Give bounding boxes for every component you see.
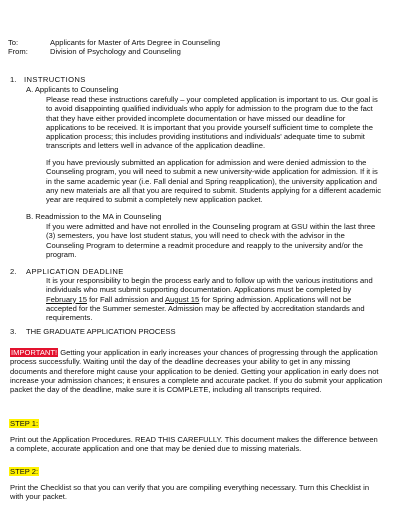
section-1b-title: B. Readmission to the MA in Counseling — [26, 212, 162, 221]
memo-from-label: From: — [8, 47, 28, 57]
important-text: Getting your application in early increases your chances of progressing through the application process successfully. Waiting until the day of the deadline decreases your ability to get in any missing documents and therefore might cause your application to be denied. Getting your application in early does not increase your admission chances; it ensures a complete and accurate packet. If you do submit your application packet the day of the deadline, make sure it is COMPLETE, including all transcripts required. — [10, 348, 383, 395]
important-label: IMPORTANT! — [11, 348, 58, 357]
step-1-text: Print out the Application Procedures. READ THIS CAREFULLY. This document makes the difference between a complete, accurate application and one that may be denied due to missing materials. — [10, 435, 378, 454]
section-1a-paragraph-2: If you have previously submitted an application for admission and were denied admission to the Counseling program, you will need to submit a new university-wide application for admission. If it is in the same academic year (i.e. Fall denial and Spring reapplication), the university application and any new materials are all that you are required to submit. Students applying for a different academic year are required to submit a completely new application packet. — [46, 158, 382, 205]
section-1-number: 1. — [10, 75, 17, 84]
deadline-text-start: It is your responsibility to begin the process early and to follow up with the various institutions and individuals who must submit supporting documentation. Applications must be completed by — [46, 276, 373, 295]
memo-to-value: Applicants for Master of Arts Degree in Counseling — [50, 38, 221, 47]
section-1-title: INSTRUCTIONS — [24, 75, 86, 84]
deadline-text-end: for Spring admission. Applications will not be accepted for the Summer semester. Admission may be affected by accreditation standards and requirements. — [46, 294, 365, 323]
section-2-number: 2. — [10, 267, 17, 276]
step-1-label: STEP 1: — [10, 419, 39, 428]
memo-from-row — [8, 47, 220, 56]
section-1a-paragraph-1: Please read these instructions carefully – your completed application is important to us. Our goal is to avoid disappointing qualified individuals who apply for admission to the program due to the fact that they have either provided incomplete documentation or have missed our deadline for applications to be received. It is important that you provide yourself sufficient time to complete the application process; this includes providing institutions and individuals' adequate time to submit transcripts and letters well in advance of the application deadline. — [46, 95, 378, 151]
section-3-number: 3. — [10, 327, 17, 336]
memo-from-value: Division of Psychology and Counseling — [50, 47, 181, 57]
step-2-text: Print the Checklist so that you can verify that you are compiling everything necessary. Turn this Checklist in with your packet. — [10, 483, 370, 502]
important-paragraph — [10, 348, 384, 394]
section-1b-paragraph: If you were admitted and have not enrolled in the Counseling program at GSU within the last three (3) semesters, you have lost student status, you will need to check with the advisor in the Counseling Program to determine a readmit procedure and reapply to the university and/or the program. — [46, 222, 376, 259]
section-1a-title: A. Applicants to Counseling — [26, 85, 119, 94]
step-2-label: STEP 2: — [10, 467, 39, 476]
section-3-title: THE GRADUATE APPLICATION PROCESS — [26, 327, 176, 336]
memo-to-label: To: — [8, 38, 19, 47]
section-2-title: APPLICATION DEADLINE — [26, 267, 124, 276]
memo-to-row — [8, 38, 220, 47]
deadline-text-mid: for Fall admission and — [86, 294, 166, 304]
memo-header — [8, 38, 220, 57]
deadline-date-fall: February 15 — [46, 294, 87, 304]
section-2-paragraph — [46, 276, 382, 322]
deadline-date-spring: August 15 — [165, 294, 200, 304]
